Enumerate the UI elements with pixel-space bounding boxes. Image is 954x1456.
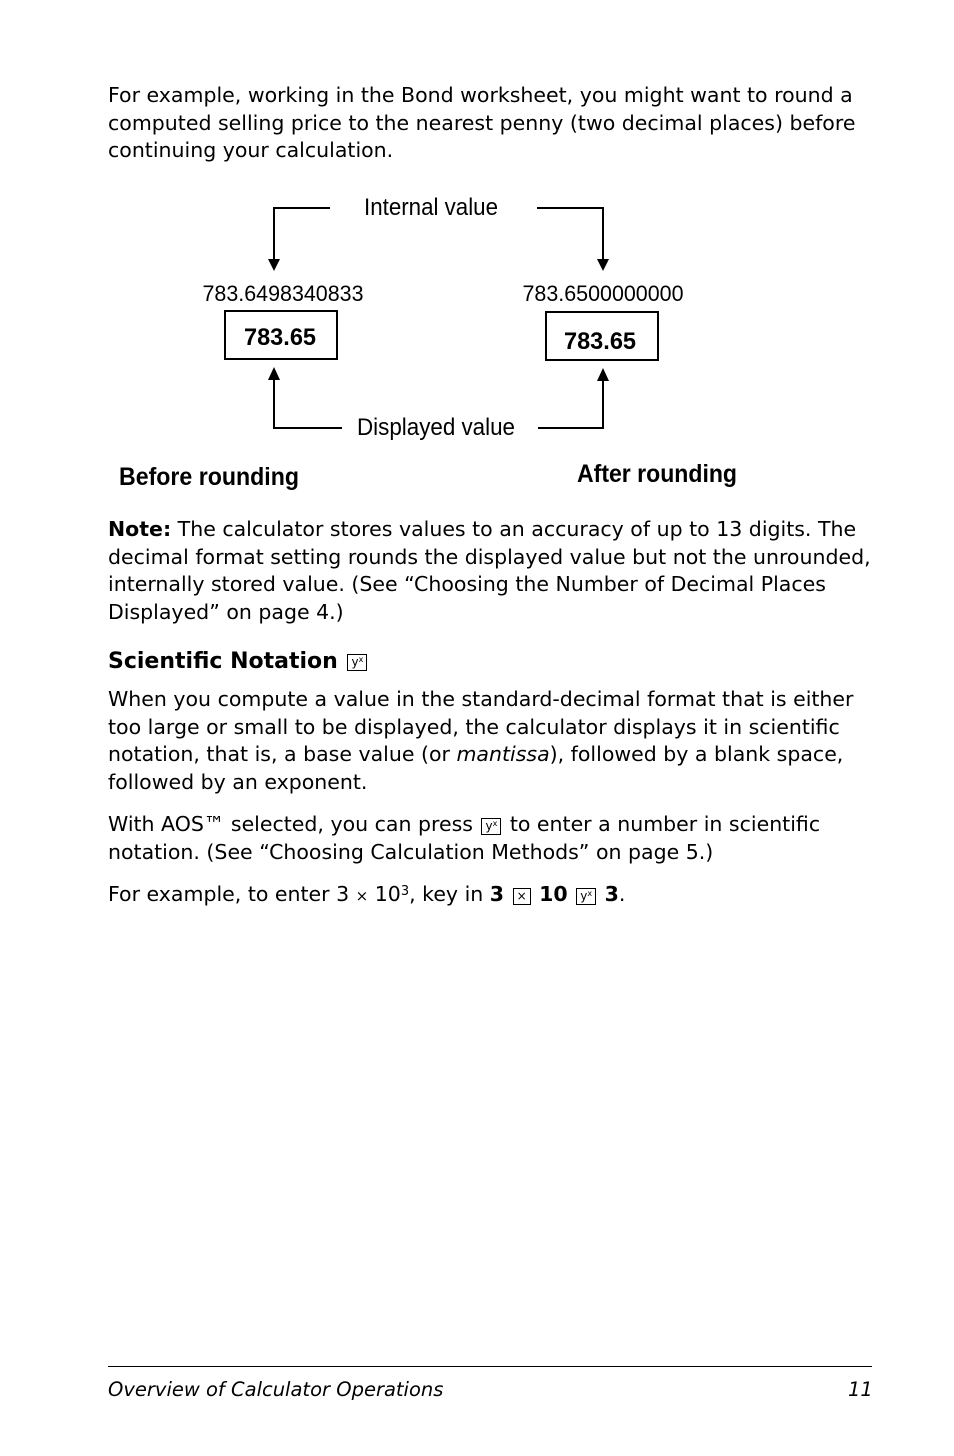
- internal-arrow-right: [537, 208, 609, 271]
- mantissa-term: mantissa: [456, 742, 550, 766]
- rounding-diagram: [0, 0, 954, 520]
- displayed-value-label: Displayed value: [357, 414, 515, 441]
- displayed-arrow-left: [268, 367, 342, 428]
- internal-value-label: Internal value: [364, 194, 498, 221]
- after-rounding-caption: After rounding: [577, 460, 737, 488]
- power-key-icon: $y^x$: [481, 818, 501, 835]
- after-display-value: 783.65: [564, 328, 636, 355]
- displayed-arrow-right: [538, 368, 609, 428]
- power-key-icon: $y^x$: [347, 654, 367, 671]
- after-internal-value: 783.6500000000: [522, 281, 684, 306]
- scientific-paragraph: When you compute a value in the standard-decimal format that is either too large or small to be displayed, the calculator displays it in scientific notation, that is, a base value (or mantissa), followed by a blank space, followed by an exponent.: [108, 687, 854, 794]
- note-text: The calculator stores values to an accuracy of up to 13 digits. The decimal format setting rounds the displayed value but not the unrounded, internally stored value. (See “Choosing the Number of Decimal Places Displayed” on page 4.): [108, 517, 871, 624]
- power-key-icon: $y^x$: [576, 888, 596, 905]
- note-label: Note:: [108, 517, 172, 541]
- aos-paragraph: With AOS™ selected, you can press $y^x$ to enter a number in scientific notation. (See “Choosing Calculation Methods” on page 5.): [108, 812, 821, 864]
- intro-paragraph: For example, working in the Bond worksheet, you might want to round a computed selling price to the nearest penny (two decimal places) before continuing your calculation.: [108, 83, 856, 162]
- internal-arrow-left: [268, 208, 330, 271]
- section-heading: [108, 648, 369, 676]
- before-rounding-caption: Before rounding: [119, 463, 299, 491]
- footer-chapter-title: Overview of Calculator Operations: [108, 1378, 444, 1401]
- page-number: 11: [848, 1378, 873, 1401]
- section-heading-text: Scientific Notation: [108, 649, 338, 674]
- example-paragraph: For example, to enter $3 \times 10^3$, key in 3 × 10 $y^x$ 3.: [108, 882, 626, 906]
- before-display-value: 783.65: [244, 324, 316, 351]
- footer-divider: [108, 1366, 872, 1367]
- before-internal-value: 783.6498340833: [202, 281, 364, 306]
- note-paragraph: [108, 516, 878, 626]
- multiply-key-icon: ×: [513, 888, 531, 905]
